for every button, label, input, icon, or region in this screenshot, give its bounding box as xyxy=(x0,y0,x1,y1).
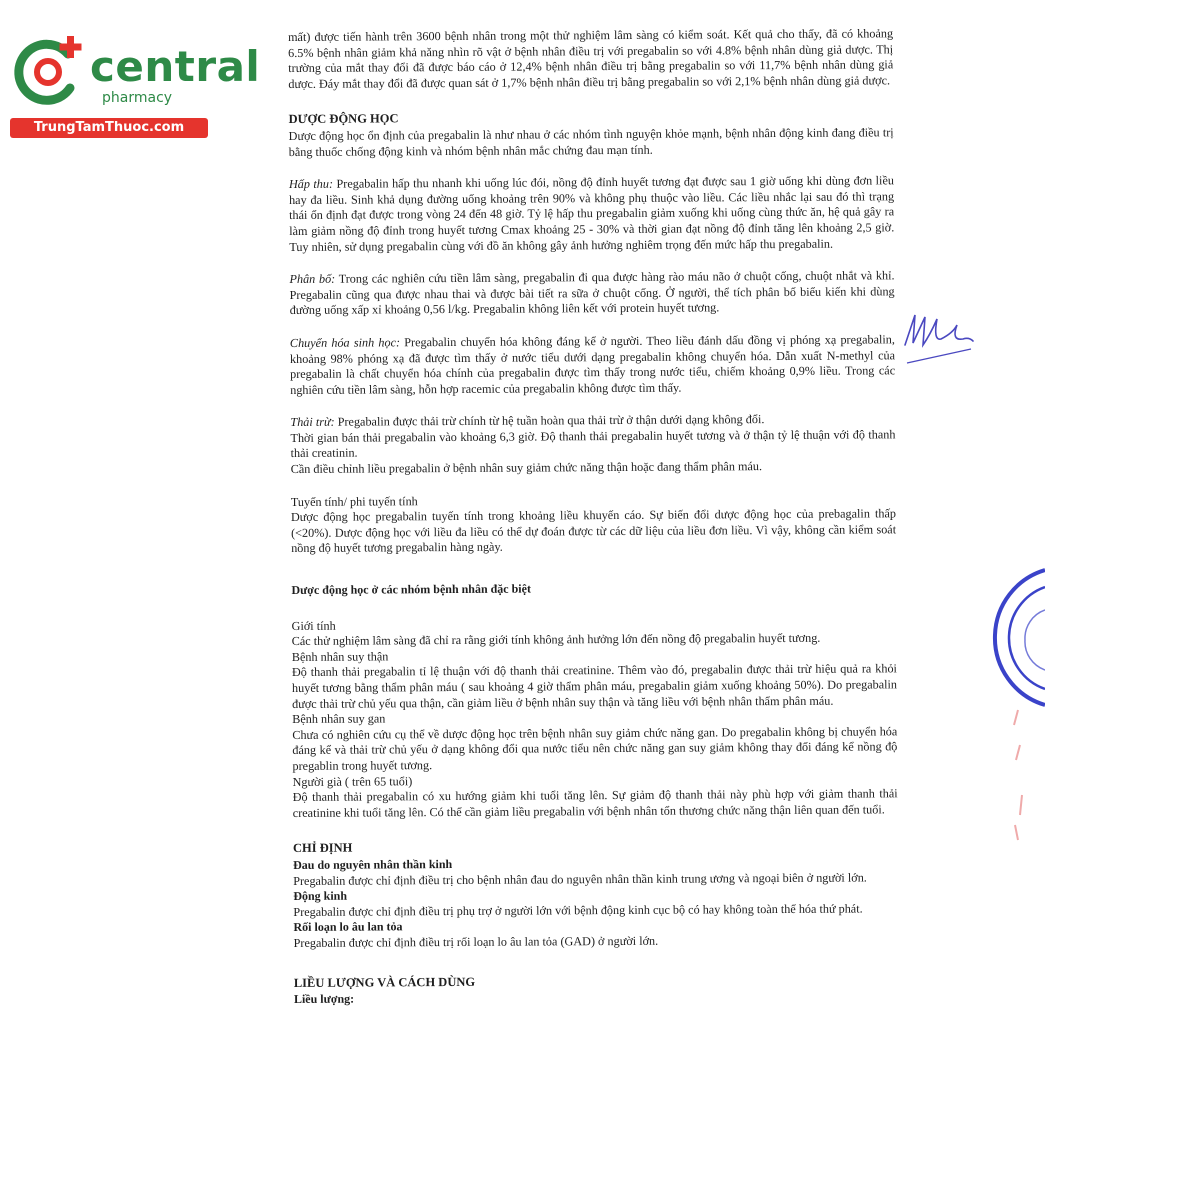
linearity-text: Dược động học pregabalin tuyến tính trong khoảng liều khuyến cáo. Sự biến đổi dược động học của prebagalin thấp (<20%). Dược động học với liều đa liều có thể dự đoán được từ các dữ liệu của liều đơn liều. Vì vậy, không cần kiểm soát nồng độ huyết tương pregabalin hàng ngày. xyxy=(290,506,897,556)
indication-neuropathic-title: Đau do nguyên nhân thần kinh xyxy=(293,856,453,872)
gender-text: Các thử nghiệm lâm sàng đã chỉ ra rằng giới tính không ảnh hưởng lớn đến nồng độ pregabalin huyết tương. xyxy=(291,630,821,649)
renal-text: Độ thanh thải pregabalin tỉ lệ thuận với độ thanh thải creatinine. Thêm vào đó, pregabalin được thải trừ hiệu quả ra khỏi huyết tương bằng thẩm phân máu ( sau khoảng 4 giờ thẩm phân máu, pregabalin giảm xuống khoảng 50%). Do pregabalin được thải trừ chủ yếu qua thận, cần giảm liều ở bệnh nhân suy thận và tăng liều với bệnh nhân thẩm phân máu. xyxy=(291,661,898,711)
elimination-text: Pregabalin được thải trừ chính từ hệ tuần hoàn qua thải trừ ở thận dưới dạng không đổi. xyxy=(334,412,765,430)
paragraph-absorption xyxy=(289,173,894,255)
logo-site: TrungTamThuoc.com xyxy=(10,118,208,138)
distribution-label: Phân bố: xyxy=(289,271,336,287)
indication-neuropathic-text: Pregabalin được chỉ định điều trị cho bệnh nhân đau do nguyên nhân thần kinh trung ương và ngoại biên ở người lớn. xyxy=(293,870,867,888)
paragraph-intro: mất) được tiến hành trên 3600 bệnh nhân trong một thử nghiệm lâm sàng có kiểm soát. Kết quả cho thấy, đã có khoảng 6.5% bệnh nhân giảm khả năng nhìn rõ vật ở bệnh nhân điều trị với pregabalin so với 4.8% bệnh nhân dùng giả dược. Thị trường của mắt thay đổi đã được báo cáo ở 12,4% bệnh nhân điều trị bằng pregabalin so với 11,7% bệnh nhân dùng giả dược. Đáy mắt thay đổi đã được quan sát ở 1,7% bệnh nhân điều trị bằng pregabalin so với 2,1% bệnh nhân dùng giả dược. xyxy=(288,26,894,91)
hepatic-text: Chưa có nghiên cứu cụ thể về dược động học trên bệnh nhân suy giảm chức năng gan. Do pregabalin không bị chuyển hóa đáng kể và thải trừ chủ yếu ở dạng không đổi qua nước tiểu nên chức năng gan suy giảm không thay đổi đáng kể nồng độ pregablin trong huyết tương. xyxy=(292,724,898,773)
renal-title: Bệnh nhân suy thận xyxy=(291,649,389,664)
signature-mark xyxy=(895,305,975,370)
linearity-title: Tuyến tính/ phi tuyến tính xyxy=(290,493,418,509)
logo-brand: central xyxy=(90,42,261,91)
pharmacy-cross-icon xyxy=(10,32,90,112)
paragraph-elimination-3: Cần điều chỉnh liều pregabalin ở bệnh nhân suy giảm chức năng thận hoặc đang thẩm phân máu. xyxy=(290,459,763,477)
metabolism-text: Pregabalin chuyển hóa không đáng kể ở người. Theo liều đánh dấu đồng vị phóng xạ pregabalin, khoảng 98% phóng xạ đã được tìm thấy ở nước tiểu dưới dạng pregabalin không chuyển hóa. Dẫn xuất N-methyl của pregabalin là chất chuyển hóa chính của pregabalin được tìm thấy trong nước tiểu, chiếm khoảng 0,9% liều. Trong các nghiên cứu tiền lâm sàng, hỗn hợp racemic của pregabalin không được tìm thấy. xyxy=(289,332,896,397)
heading-pharmacokinetics: DƯỢC ĐỘNG HỌC xyxy=(288,111,399,127)
dosage-subheading: Liều lượng: xyxy=(293,991,355,1007)
metabolism-label: Chuyển hóa sinh học: xyxy=(289,335,401,350)
paragraph-metabolism xyxy=(290,332,895,398)
indication-gad-text: Pregabalin được chỉ định điều trị rối loạn lo âu lan tỏa (GAD) ở người lớn. xyxy=(293,933,659,950)
paragraph-pk: Dược động học ổn định của pregabalin là như nhau ở các nhóm tình nguyện khỏe mạnh, bệnh nhân động kinh đang điều trị bằng thuốc chống động kinh và nhóm bệnh nhân mắc chứng đau mạn tính. xyxy=(288,125,894,159)
hepatic-title: Bệnh nhân suy gan xyxy=(292,711,386,727)
absorption-label: Hấp thu: xyxy=(288,176,334,192)
central-pharmacy-logo xyxy=(10,32,261,142)
heading-special-populations: Dược động học ở các nhóm bệnh nhân đặc biệt xyxy=(291,581,531,598)
paragraph-elimination-2: Thời gian bán thải pregabalin vào khoảng 6,3 giờ. Độ thanh thải pregabalin huyết tương và ở thận tỷ lệ thuận với độ thanh thải creatinin. xyxy=(290,427,896,461)
elderly-title: Người già ( trên 65 tuổi) xyxy=(292,773,413,789)
indication-epilepsy-text: Pregabalin được chỉ định điều trị phụ trợ ở người lớn với bệnh động kinh cục bộ có hay không toàn thể hóa thứ phát. xyxy=(293,901,863,919)
stamp-mark xyxy=(985,565,1045,715)
indication-gad-title: Rối loạn lo âu lan tỏa xyxy=(293,919,403,935)
absorption-text: Pregabalin hấp thu nhanh khi uống lúc đói, nồng độ đỉnh huyết tương đạt được sau 1 giờ uống khi dùng đơn liều hay đa liều. Sinh khả dụng đường uống khoảng trên 90% và không phụ thuộc vào liều. Các liều nhắc lại sau đó thì trạng thái ổn định đạt được trong vòng 24 đến 48 giờ. Tỷ lệ hấp thu pregabalin giảm xuống khi uống cùng thức ăn, hệ quả gây ra làm giảm nồng độ đỉnh trong huyết tương Cmax khoảng 25 - 30% và thời gian đạt nồng độ đỉnh tăng lên khoảng 2,5 giờ. Tuy nhiên, sử dụng pregabalin cùng với đồ ăn không gây ảnh hưởng nghiêm trọng đến mức hấp thu pregabalin. xyxy=(288,173,895,254)
red-stamp-marks xyxy=(1000,705,1030,845)
heading-dosage: LIỀU LƯỢNG VÀ CÁCH DÙNG xyxy=(293,974,476,990)
logo-subtitle: pharmacy xyxy=(102,90,173,106)
document-page xyxy=(288,26,899,1007)
gender-title: Giới tính xyxy=(291,618,336,633)
indication-epilepsy-title: Động kinh xyxy=(293,888,348,904)
elimination-label: Thải trừ: xyxy=(290,415,335,430)
elderly-text: Độ thanh thải pregabalin có xu hướng giảm khi tuổi tăng lên. Sự giảm độ thanh thải này phù hợp với giảm thanh thải creatinine khi tuổi tăng lên. Có thể cần giảm liều pregabalin với bệnh nhân tổn thương chức năng thận liên quan đến tuổi. xyxy=(292,786,898,820)
heading-indications: CHỈ ĐỊNH xyxy=(292,840,353,856)
paragraph-distribution xyxy=(289,268,894,318)
distribution-text: Trong các nghiên cứu tiền lâm sàng, pregabalin đi qua được hàng rào máu não ở chuột cống, chuột nhắt và khỉ. Pregabalin cũng qua được nhau thai và được bài tiết ra sữa ở chuột cống. Ở người, thể tích phân bố biểu kiến khi dùng đường uống xấp xỉ khoảng 0,56 l/kg. Pregabalin không liên kết với protein huyết tương. xyxy=(289,268,895,318)
